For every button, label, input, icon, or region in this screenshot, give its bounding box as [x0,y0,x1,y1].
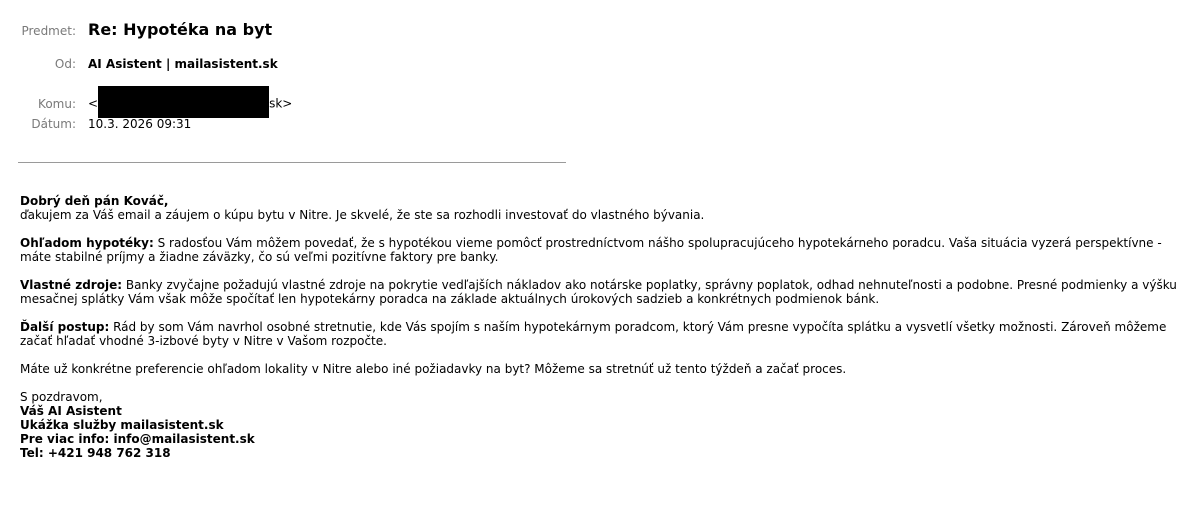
paragraph-heading: Vlastné zdroje: [20,278,123,292]
paragraph-postup [20,320,1180,348]
signature [20,390,1180,460]
to-suffix: sk> [269,96,293,111]
from-row [0,57,278,71]
date-label: Dátum: [31,117,76,131]
subject-value: Re: Hypotéka na byt [88,20,273,39]
from-value[interactable]: AI Asistent | mailasistent.sk [88,57,278,71]
paragraph-text: Máte už konkrétne preferencie ohľadom lokality v Nitre alebo iné požiadavky na byt? Môžeme sa stretnúť už tento týždeň a začať proces. [20,362,847,376]
paragraph-hypoteka [20,236,1180,264]
redaction-box [98,86,269,118]
paragraph-zdroje [20,278,1180,306]
paragraph-text: S radosťou Vám môžem povedať, že s hypotékou vieme pomôcť prostredníctvom nášho spolupracujúceho hypotekárneho poradcu. Vaša situácia vyzerá perspektívne - máte stabilné príjmy a žiadne záväzky, čo sú veľmi pozitívne faktory pre banky. [20,236,1162,264]
header-divider [18,162,566,163]
paragraph-question [20,362,1180,376]
date-value: 10.3. 2026 09:31 [88,117,192,131]
to-value[interactable] [88,88,292,120]
signature-info: Pre viac info: info@mailasistent.sk [20,432,255,446]
paragraph-text: Rád by som Vám navrhol osobné stretnutie, kde Vás spojím s naším hypotekárnym poradcom, ktorý Vám presne vypočíta splátku a vysvetlí všetky možnosti. Zároveň môžeme začať hľadať vhodné 3-izbové byty v Nitre v Vašom rozpočte. [20,320,1167,348]
date-row [0,117,191,131]
closing: S pozdravom, [20,390,103,404]
signature-service: Ukážka služby mailasistent.sk [20,418,224,432]
to-row [0,88,292,120]
message-body [20,194,1180,474]
paragraph-text: Banky zvyčajne požadujú vlastné zdroje na pokrytie vedľajších nákladov ako notárske poplatky, správny poplatok, odhad nehnuteľnosti a podobne. Presné podmienky a výšku mesačnej splátky Vám však môže spočítať len hypotekárny poradca na základe aktuálnych úrokových sadzieb a konkrétnych podmienok bánk. [20,278,1177,306]
greeting: Dobrý deň pán Kováč, [20,194,169,208]
from-label: Od: [54,57,76,71]
signature-name: Váš AI Asistent [20,404,122,418]
intro: ďakujem za Váš email a záujem o kúpu bytu v Nitre. Je skvelé, že ste sa rozhodli investovať do vlastného bývania. [20,208,705,222]
to-prefix: < [88,96,99,111]
subject-row [0,20,272,39]
paragraph-heading: Ohľadom hypotéky: [20,236,154,250]
subject-label: Predmet: [21,24,76,38]
to-label: Komu: [38,96,76,111]
paragraph-heading: Ďalší postup: [20,320,110,334]
greeting-block [20,194,1180,222]
signature-tel: Tel: +421 948 762 318 [20,446,171,460]
